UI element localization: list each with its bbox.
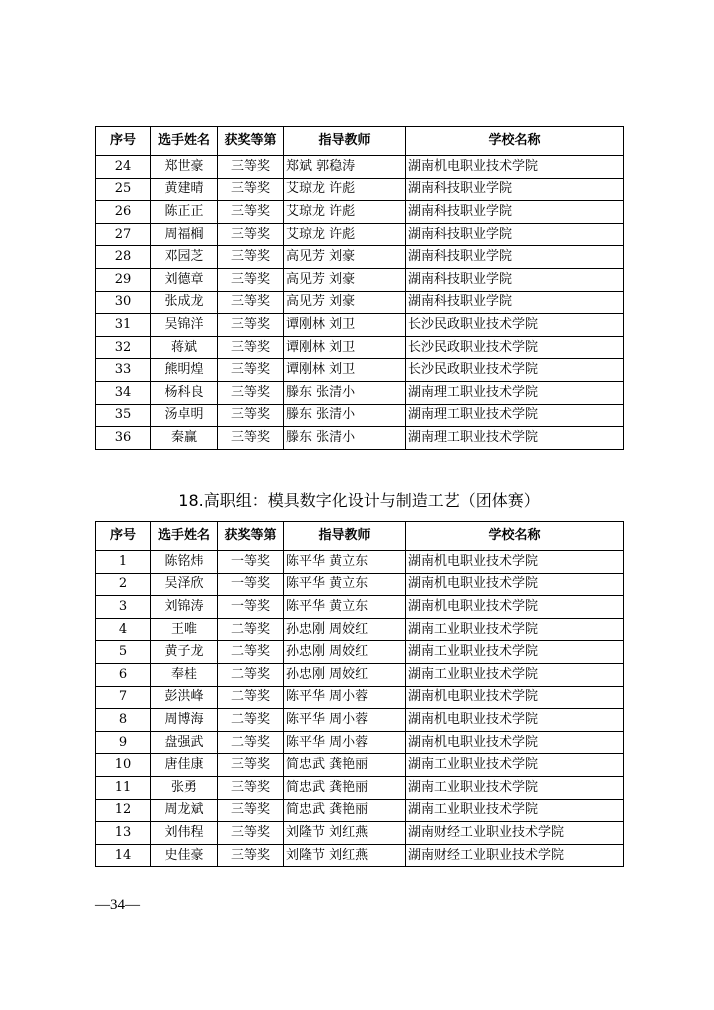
cell-instructor: 孙忠刚 周姣红 [284, 618, 406, 641]
cell-school: 湖南机电职业技术学院 [406, 596, 624, 619]
table-row [96, 291, 624, 314]
cell-name: 秦赢 [151, 427, 218, 450]
cell-instructor: 高见芳 刘豪 [284, 246, 406, 269]
cell-name: 张勇 [151, 776, 218, 799]
cell-name: 史佳豪 [151, 844, 218, 867]
cell-instructor: 高见芳 刘豪 [284, 291, 406, 314]
cell-school: 湖南科技职业学院 [406, 246, 624, 269]
cell-name: 刘锦涛 [151, 596, 218, 619]
cell-award: 三等奖 [218, 754, 284, 777]
cell-index: 13 [96, 822, 151, 845]
cell-award: 三等奖 [218, 381, 284, 404]
cell-index: 9 [96, 731, 151, 754]
cell-school: 湖南财经工业职业技术学院 [406, 822, 624, 845]
cell-instructor: 高见芳 刘豪 [284, 268, 406, 291]
cell-index: 4 [96, 618, 151, 641]
cell-school: 长沙民政职业技术学院 [406, 359, 624, 382]
table-row [96, 178, 624, 201]
cell-award: 三等奖 [218, 799, 284, 822]
table-row [96, 336, 624, 359]
cell-name: 刘德章 [151, 268, 218, 291]
awards-table-1 [95, 126, 624, 450]
cell-school: 湖南科技职业学院 [406, 178, 624, 201]
cell-name: 王唯 [151, 618, 218, 641]
cell-index: 3 [96, 596, 151, 619]
cell-school: 长沙民政职业技术学院 [406, 336, 624, 359]
table-row [96, 314, 624, 337]
cell-award: 三等奖 [218, 776, 284, 799]
table-row [96, 427, 624, 450]
awards-table-2 [95, 521, 624, 867]
cell-index: 5 [96, 641, 151, 664]
cell-instructor: 简忠武 龚艳丽 [284, 799, 406, 822]
cell-award: 三等奖 [218, 246, 284, 269]
table-row [96, 844, 624, 867]
cell-index: 1 [96, 551, 151, 574]
table-row [96, 359, 624, 382]
cell-index: 27 [96, 223, 151, 246]
cell-school: 湖南机电职业技术学院 [406, 731, 624, 754]
col-header-award: 获奖等第 [218, 522, 284, 551]
cell-award: 三等奖 [218, 268, 284, 291]
col-header-school: 学校名称 [406, 522, 624, 551]
cell-award: 二等奖 [218, 686, 284, 709]
cell-index: 25 [96, 178, 151, 201]
cell-name: 周博海 [151, 709, 218, 732]
cell-name: 吴泽欣 [151, 573, 218, 596]
cell-name: 刘伟程 [151, 822, 218, 845]
cell-instructor: 陈平华 黄立东 [284, 596, 406, 619]
cell-instructor: 滕东 张清小 [284, 404, 406, 427]
cell-name: 陈正正 [151, 201, 218, 224]
cell-instructor: 刘隆节 刘红燕 [284, 822, 406, 845]
cell-school: 湖南机电职业技术学院 [406, 709, 624, 732]
col-header-name: 选手姓名 [151, 127, 218, 156]
cell-index: 10 [96, 754, 151, 777]
cell-name: 周福榈 [151, 223, 218, 246]
table-row [96, 822, 624, 845]
cell-index: 7 [96, 686, 151, 709]
cell-index: 30 [96, 291, 151, 314]
cell-index: 31 [96, 314, 151, 337]
cell-instructor: 谭刚林 刘卫 [284, 359, 406, 382]
cell-school: 湖南工业职业技术学院 [406, 799, 624, 822]
cell-instructor: 艾琼龙 许彪 [284, 178, 406, 201]
cell-award: 三等奖 [218, 291, 284, 314]
cell-instructor: 简忠武 龚艳丽 [284, 754, 406, 777]
cell-instructor: 滕东 张清小 [284, 427, 406, 450]
cell-name: 黄子龙 [151, 641, 218, 664]
cell-school: 湖南工业职业技术学院 [406, 618, 624, 641]
cell-instructor: 刘隆节 刘红燕 [284, 844, 406, 867]
cell-school: 湖南工业职业技术学院 [406, 641, 624, 664]
col-header-index: 序号 [96, 127, 151, 156]
cell-name: 汤卓明 [151, 404, 218, 427]
table-row [96, 776, 624, 799]
table-row [96, 156, 624, 179]
awards-table-1-body [96, 156, 624, 450]
cell-name: 郑世豪 [151, 156, 218, 179]
table-row [96, 404, 624, 427]
cell-name: 吴锦洋 [151, 314, 218, 337]
col-header-index: 序号 [96, 522, 151, 551]
table-row [96, 596, 624, 619]
cell-school: 长沙民政职业技术学院 [406, 314, 624, 337]
cell-school: 湖南机电职业技术学院 [406, 573, 624, 596]
cell-name: 盘强武 [151, 731, 218, 754]
cell-award: 三等奖 [218, 359, 284, 382]
page-number: —34— [95, 897, 140, 913]
table-header-row [96, 522, 624, 551]
table-row [96, 201, 624, 224]
table-row [96, 551, 624, 574]
cell-index: 8 [96, 709, 151, 732]
cell-index: 29 [96, 268, 151, 291]
table-row [96, 641, 624, 664]
cell-index: 26 [96, 201, 151, 224]
cell-instructor: 陈平华 周小蓉 [284, 686, 406, 709]
table-row [96, 731, 624, 754]
cell-school: 湖南科技职业学院 [406, 268, 624, 291]
cell-school: 湖南工业职业技术学院 [406, 663, 624, 686]
cell-school: 湖南工业职业技术学院 [406, 754, 624, 777]
cell-award: 三等奖 [218, 314, 284, 337]
cell-school: 湖南机电职业技术学院 [406, 551, 624, 574]
cell-index: 36 [96, 427, 151, 450]
cell-award: 三等奖 [218, 336, 284, 359]
cell-name: 黄建晴 [151, 178, 218, 201]
table-row [96, 223, 624, 246]
cell-name: 唐佳康 [151, 754, 218, 777]
cell-instructor: 谭刚林 刘卫 [284, 314, 406, 337]
awards-table-2-body [96, 551, 624, 867]
cell-name: 奉桂 [151, 663, 218, 686]
cell-instructor: 孙忠刚 周姣红 [284, 663, 406, 686]
cell-instructor: 郑斌 郭稳涛 [284, 156, 406, 179]
cell-award: 二等奖 [218, 663, 284, 686]
table-row [96, 246, 624, 269]
cell-name: 熊明煌 [151, 359, 218, 382]
cell-award: 二等奖 [218, 618, 284, 641]
cell-index: 35 [96, 404, 151, 427]
cell-award: 三等奖 [218, 156, 284, 179]
table-row [96, 663, 624, 686]
col-header-school: 学校名称 [406, 127, 624, 156]
cell-name: 周龙斌 [151, 799, 218, 822]
cell-award: 二等奖 [218, 731, 284, 754]
cell-award: 一等奖 [218, 573, 284, 596]
cell-instructor: 陈平华 周小蓉 [284, 731, 406, 754]
cell-index: 6 [96, 663, 151, 686]
cell-award: 二等奖 [218, 641, 284, 664]
col-header-instructor: 指导教师 [284, 522, 406, 551]
cell-award: 三等奖 [218, 822, 284, 845]
cell-school: 湖南理工职业技术学院 [406, 404, 624, 427]
cell-instructor: 滕东 张清小 [284, 381, 406, 404]
table-row [96, 381, 624, 404]
cell-index: 24 [96, 156, 151, 179]
cell-instructor: 陈平华 黄立东 [284, 551, 406, 574]
table-row [96, 709, 624, 732]
cell-award: 三等奖 [218, 201, 284, 224]
table-row [96, 799, 624, 822]
cell-award: 一等奖 [218, 596, 284, 619]
cell-instructor: 孙忠刚 周姣红 [284, 641, 406, 664]
col-header-instructor: 指导教师 [284, 127, 406, 156]
cell-index: 32 [96, 336, 151, 359]
cell-instructor: 谭刚林 刘卫 [284, 336, 406, 359]
cell-index: 12 [96, 799, 151, 822]
cell-award: 三等奖 [218, 223, 284, 246]
table-row [96, 754, 624, 777]
cell-school: 湖南科技职业学院 [406, 223, 624, 246]
cell-school: 湖南科技职业学院 [406, 291, 624, 314]
cell-name: 邓园芝 [151, 246, 218, 269]
cell-instructor: 艾琼龙 许彪 [284, 223, 406, 246]
table-header-row [96, 127, 624, 156]
table-row [96, 618, 624, 641]
cell-name: 陈铭炜 [151, 551, 218, 574]
cell-award: 三等奖 [218, 427, 284, 450]
cell-school: 湖南工业职业技术学院 [406, 776, 624, 799]
cell-school: 湖南财经工业职业技术学院 [406, 844, 624, 867]
cell-award: 三等奖 [218, 178, 284, 201]
cell-index: 28 [96, 246, 151, 269]
cell-instructor: 简忠武 龚艳丽 [284, 776, 406, 799]
section-title: 18.高职组：模具数字化设计与制造工艺（团体赛） [178, 491, 540, 510]
table-row [96, 573, 624, 596]
cell-name: 蒋斌 [151, 336, 218, 359]
cell-index: 34 [96, 381, 151, 404]
cell-index: 2 [96, 573, 151, 596]
cell-award: 三等奖 [218, 404, 284, 427]
col-header-award: 获奖等第 [218, 127, 284, 156]
cell-award: 三等奖 [218, 844, 284, 867]
cell-school: 湖南机电职业技术学院 [406, 686, 624, 709]
cell-name: 杨科良 [151, 381, 218, 404]
cell-school: 湖南科技职业学院 [406, 201, 624, 224]
cell-instructor: 陈平华 黄立东 [284, 573, 406, 596]
cell-name: 张成龙 [151, 291, 218, 314]
cell-index: 14 [96, 844, 151, 867]
table-row [96, 686, 624, 709]
cell-instructor: 艾琼龙 许彪 [284, 201, 406, 224]
col-header-name: 选手姓名 [151, 522, 218, 551]
cell-index: 33 [96, 359, 151, 382]
cell-school: 湖南理工职业技术学院 [406, 381, 624, 404]
cell-school: 湖南机电职业技术学院 [406, 156, 624, 179]
table-row [96, 268, 624, 291]
cell-award: 二等奖 [218, 709, 284, 732]
cell-instructor: 陈平华 周小蓉 [284, 709, 406, 732]
cell-school: 湖南理工职业技术学院 [406, 427, 624, 450]
cell-name: 彭洪峰 [151, 686, 218, 709]
cell-award: 一等奖 [218, 551, 284, 574]
cell-index: 11 [96, 776, 151, 799]
